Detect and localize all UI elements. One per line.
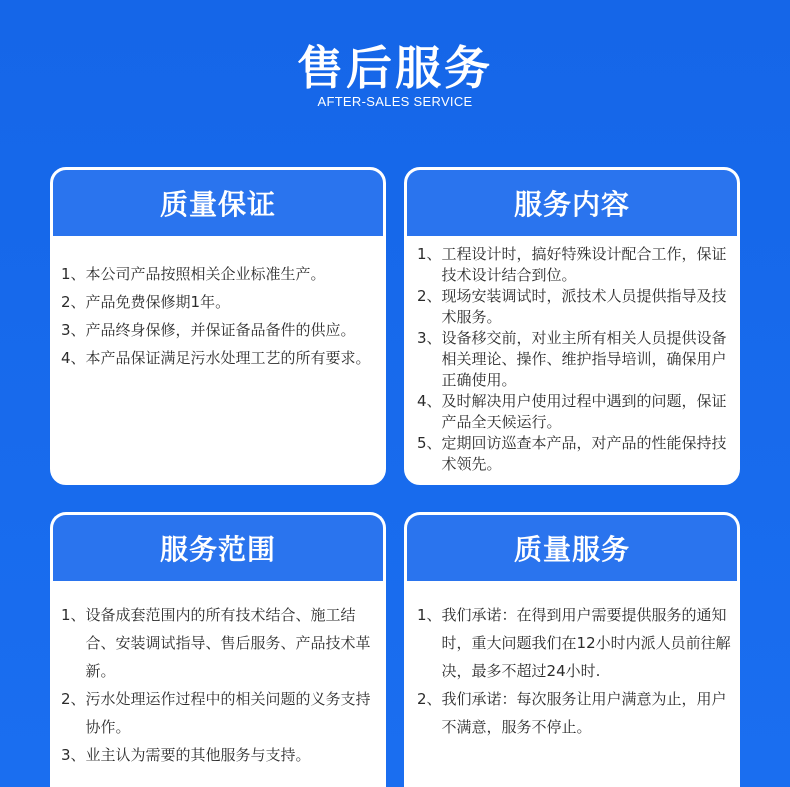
item-text: 设备移交前，对业主所有相关人员提供设备相关理论、操作、维护指导培训，确保用户正确使用。	[441, 329, 727, 389]
list-item	[61, 316, 377, 344]
list-item	[417, 601, 731, 685]
item-text: 产品终身保修，并保证备品备件的供应。	[85, 321, 356, 339]
card-title: 服务范围	[53, 515, 383, 581]
item-text: 及时解决用户使用过程中遇到的问题，保证产品全天候运行。	[441, 392, 727, 431]
item-text: 业主认为需要的其他服务与支持。	[85, 746, 311, 764]
card-body	[53, 581, 383, 769]
item-text: 设备成套范围内的所有技术结合、施工结合、安装调试指导、售后服务、产品技术革新。	[85, 606, 371, 680]
page-title: 售后服务	[297, 41, 493, 95]
item-number: 4、	[417, 392, 442, 410]
item-text: 污水处理运作过程中的相关问题的义务支持协作。	[85, 690, 371, 736]
item-number: 2、	[61, 690, 86, 708]
card-title: 服务内容	[407, 170, 737, 236]
card-service-scope	[50, 512, 386, 787]
list-item	[61, 685, 377, 741]
list-item	[417, 433, 731, 475]
item-number: 3、	[61, 321, 86, 339]
card-quality-service	[404, 512, 740, 787]
item-number: 2、	[61, 293, 86, 311]
list-item	[417, 391, 731, 433]
card-title: 质量服务	[407, 515, 737, 581]
list-item	[417, 685, 731, 741]
list-item	[61, 741, 377, 769]
card-body	[407, 236, 737, 475]
item-number: 4、	[61, 349, 86, 367]
item-text: 定期回访巡查本产品，对产品的性能保持技术领先。	[441, 434, 727, 473]
list-item	[417, 328, 731, 391]
item-number: 3、	[417, 329, 442, 347]
card-body	[407, 581, 737, 741]
item-number: 5、	[417, 434, 442, 452]
card-service-content	[404, 167, 740, 485]
list-item	[417, 244, 731, 286]
list-item	[61, 260, 377, 288]
item-number: 1、	[417, 245, 442, 263]
item-number: 1、	[61, 606, 86, 624]
item-text: 现场安装调试时，派技术人员提供指导及技术服务。	[441, 287, 727, 326]
card-quality-assurance	[50, 167, 386, 485]
item-number: 1、	[417, 606, 442, 624]
item-number: 3、	[61, 746, 86, 764]
card-title: 质量保证	[53, 170, 383, 236]
list-item	[417, 286, 731, 328]
card-body	[53, 236, 383, 372]
list-item	[61, 344, 377, 372]
item-number: 1、	[61, 265, 86, 283]
item-text: 工程设计时，搞好特殊设计配合工作，保证技术设计结合到位。	[441, 245, 727, 284]
list-item	[61, 288, 377, 316]
item-number: 2、	[417, 287, 442, 305]
item-text: 本产品保证满足污水处理工艺的所有要求。	[85, 349, 371, 367]
item-text: 我们承诺：每次服务让用户满意为止，用户不满意，服务不停止。	[441, 690, 727, 736]
item-text: 我们承诺：在得到用户需要提供服务的通知时，重大问题我们在12小时内派人员前往解决，最多不超过24小时.	[441, 606, 731, 680]
item-text: 产品免费保修期1年。	[85, 293, 231, 311]
item-number: 2、	[417, 690, 442, 708]
item-text: 本公司产品按照相关企业标准生产。	[85, 265, 326, 283]
page-subtitle: AFTER-SALES SERVICE	[317, 94, 473, 109]
list-item	[61, 601, 377, 685]
